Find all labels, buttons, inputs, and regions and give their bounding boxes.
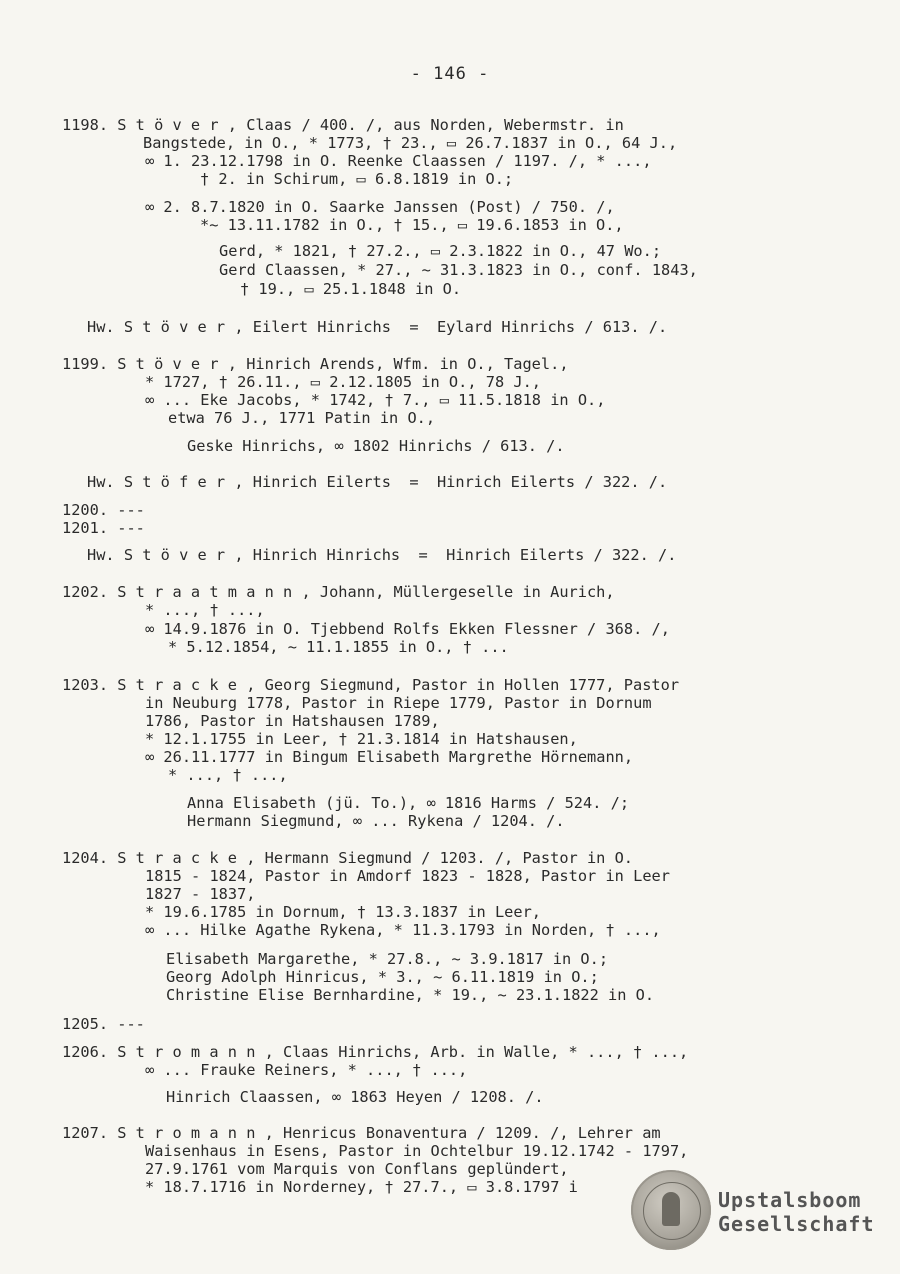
text-line: etwa 76 J., 1771 Patin in O., xyxy=(168,409,436,427)
text-line: * 19.6.1785 in Dornum, † 13.3.1837 in Leer, xyxy=(145,903,542,921)
text-line: 27.9.1761 vom Marquis von Conflans geplündert, xyxy=(145,1160,569,1178)
text-line: * 1727, † 26.11., ▭ 2.12.1805 in O., 78 J., xyxy=(145,373,542,391)
text-line: 1206. S t r o m a n n , Claas Hinrichs, Arb. in Walle, * ..., † ..., xyxy=(62,1043,689,1061)
text-line: Bangstede, in O., * 1773, † 23., ▭ 26.7.1837 in O., 64 J., xyxy=(143,134,678,152)
text-line: * ..., † ..., xyxy=(168,766,288,784)
text-line: * 5.12.1854, ~ 11.1.1855 in O., † ... xyxy=(168,638,509,656)
text-line: Hinrich Claassen, ∞ 1863 Heyen / 1208. /. xyxy=(166,1088,544,1106)
text-line: 1200. --- xyxy=(62,501,145,519)
text-line: † 19., ▭ 25.1.1848 in O. xyxy=(240,280,462,298)
text-line: *~ 13.11.1782 in O., † 15., ▭ 19.6.1853 in O., xyxy=(200,216,624,234)
text-line: 1199. S t ö v e r , Hinrich Arends, Wfm. in O., Tagel., xyxy=(62,355,569,373)
watermark-line-2: Gesellschaft xyxy=(718,1212,875,1236)
text-line: ∞ 1. 23.12.1798 in O. Reenke Claassen / 1197. /, * ..., xyxy=(145,152,652,170)
text-line: ∞ ... Eke Jacobs, * 1742, † 7., ▭ 11.5.1818 in O., xyxy=(145,391,606,409)
text-line: ∞ 2. 8.7.1820 in O. Saarke Janssen (Post) / 750. /, xyxy=(145,198,615,216)
text-line: * 18.7.1716 in Norderney, † 27.7., ▭ 3.8.1797 i xyxy=(145,1178,578,1196)
text-line: 1204. S t r a c k e , Hermann Siegmund / 1203. /, Pastor in O. xyxy=(62,849,633,867)
text-line: * 12.1.1755 in Leer, † 21.3.1814 in Hatshausen, xyxy=(145,730,578,748)
text-line: Hw. S t ö v e r , Hinrich Hinrichs = Hinrich Eilerts / 322. /. xyxy=(87,546,677,564)
text-line: 1198. S t ö v e r , Claas / 400. /, aus Norden, Webermstr. in xyxy=(62,116,624,134)
text-line: Hw. S t ö f e r , Hinrich Eilerts = Hinrich Eilerts / 322. /. xyxy=(87,473,668,491)
text-line: 1786, Pastor in Hatshausen 1789, xyxy=(145,712,440,730)
text-line: Elisabeth Margarethe, * 27.8., ~ 3.9.1817 in O.; xyxy=(166,950,609,968)
text-line: Gerd, * 1821, † 27.2., ▭ 2.3.1822 in O., 47 Wo.; xyxy=(219,242,662,260)
text-line: 1815 - 1824, Pastor in Amdorf 1823 - 1828, Pastor in Leer xyxy=(145,867,670,885)
text-line: Gerd Claassen, * 27., ~ 31.3.1823 in O., conf. 1843, xyxy=(219,261,698,279)
text-line: Anna Elisabeth (jü. To.), ∞ 1816 Harms / 524. /; xyxy=(187,794,630,812)
text-line: Christine Elise Bernhardine, * 19., ~ 23.1.1822 in O. xyxy=(166,986,655,1004)
text-line: ∞ ... Hilke Agathe Rykena, * 11.3.1793 in Norden, † ..., xyxy=(145,921,661,939)
text-line: 1203. S t r a c k e , Georg Siegmund, Pastor in Hollen 1777, Pastor xyxy=(62,676,680,694)
text-line: ∞ 26.11.1777 in Bingum Elisabeth Margrethe Hörnemann, xyxy=(145,748,634,766)
text-line: * ..., † ..., xyxy=(145,601,265,619)
text-line: 1201. --- xyxy=(62,519,145,537)
page-number: - 146 - xyxy=(410,64,490,84)
text-line: 1827 - 1837, xyxy=(145,885,256,903)
text-line: in Neuburg 1778, Pastor in Riepe 1779, Pastor in Dornum xyxy=(145,694,652,712)
text-line: 1207. S t r o m a n n , Henricus Bonaventura / 1209. /, Lehrer am xyxy=(62,1124,661,1142)
text-line: Geske Hinrichs, ∞ 1802 Hinrichs / 613. /. xyxy=(187,437,565,455)
text-line: Georg Adolph Hinricus, * 3., ~ 6.11.1819 in O.; xyxy=(166,968,599,986)
text-line: Waisenhaus in Esens, Pastor in Ochtelbur 19.12.1742 - 1797, xyxy=(145,1142,689,1160)
text-line: † 2. in Schirum, ▭ 6.8.1819 in O.; xyxy=(200,170,514,188)
text-line: ∞ 14.9.1876 in O. Tjebbend Rolfs Ekken Flessner / 368. /, xyxy=(145,620,670,638)
text-line: 1202. S t r a a t m a n n , Johann, Müllergeselle in Aurich, xyxy=(62,583,615,601)
text-line: ∞ ... Frauke Reiners, * ..., † ..., xyxy=(145,1061,468,1079)
text-line: Hermann Siegmund, ∞ ... Rykena / 1204. /. xyxy=(187,812,565,830)
text-line: Hw. S t ö v e r , Eilert Hinrichs = Eylard Hinrichs / 613. /. xyxy=(87,318,668,336)
text-line: 1205. --- xyxy=(62,1015,145,1033)
watermark-line-1: Upstalsboom xyxy=(718,1188,862,1212)
society-seal-icon xyxy=(631,1170,711,1250)
